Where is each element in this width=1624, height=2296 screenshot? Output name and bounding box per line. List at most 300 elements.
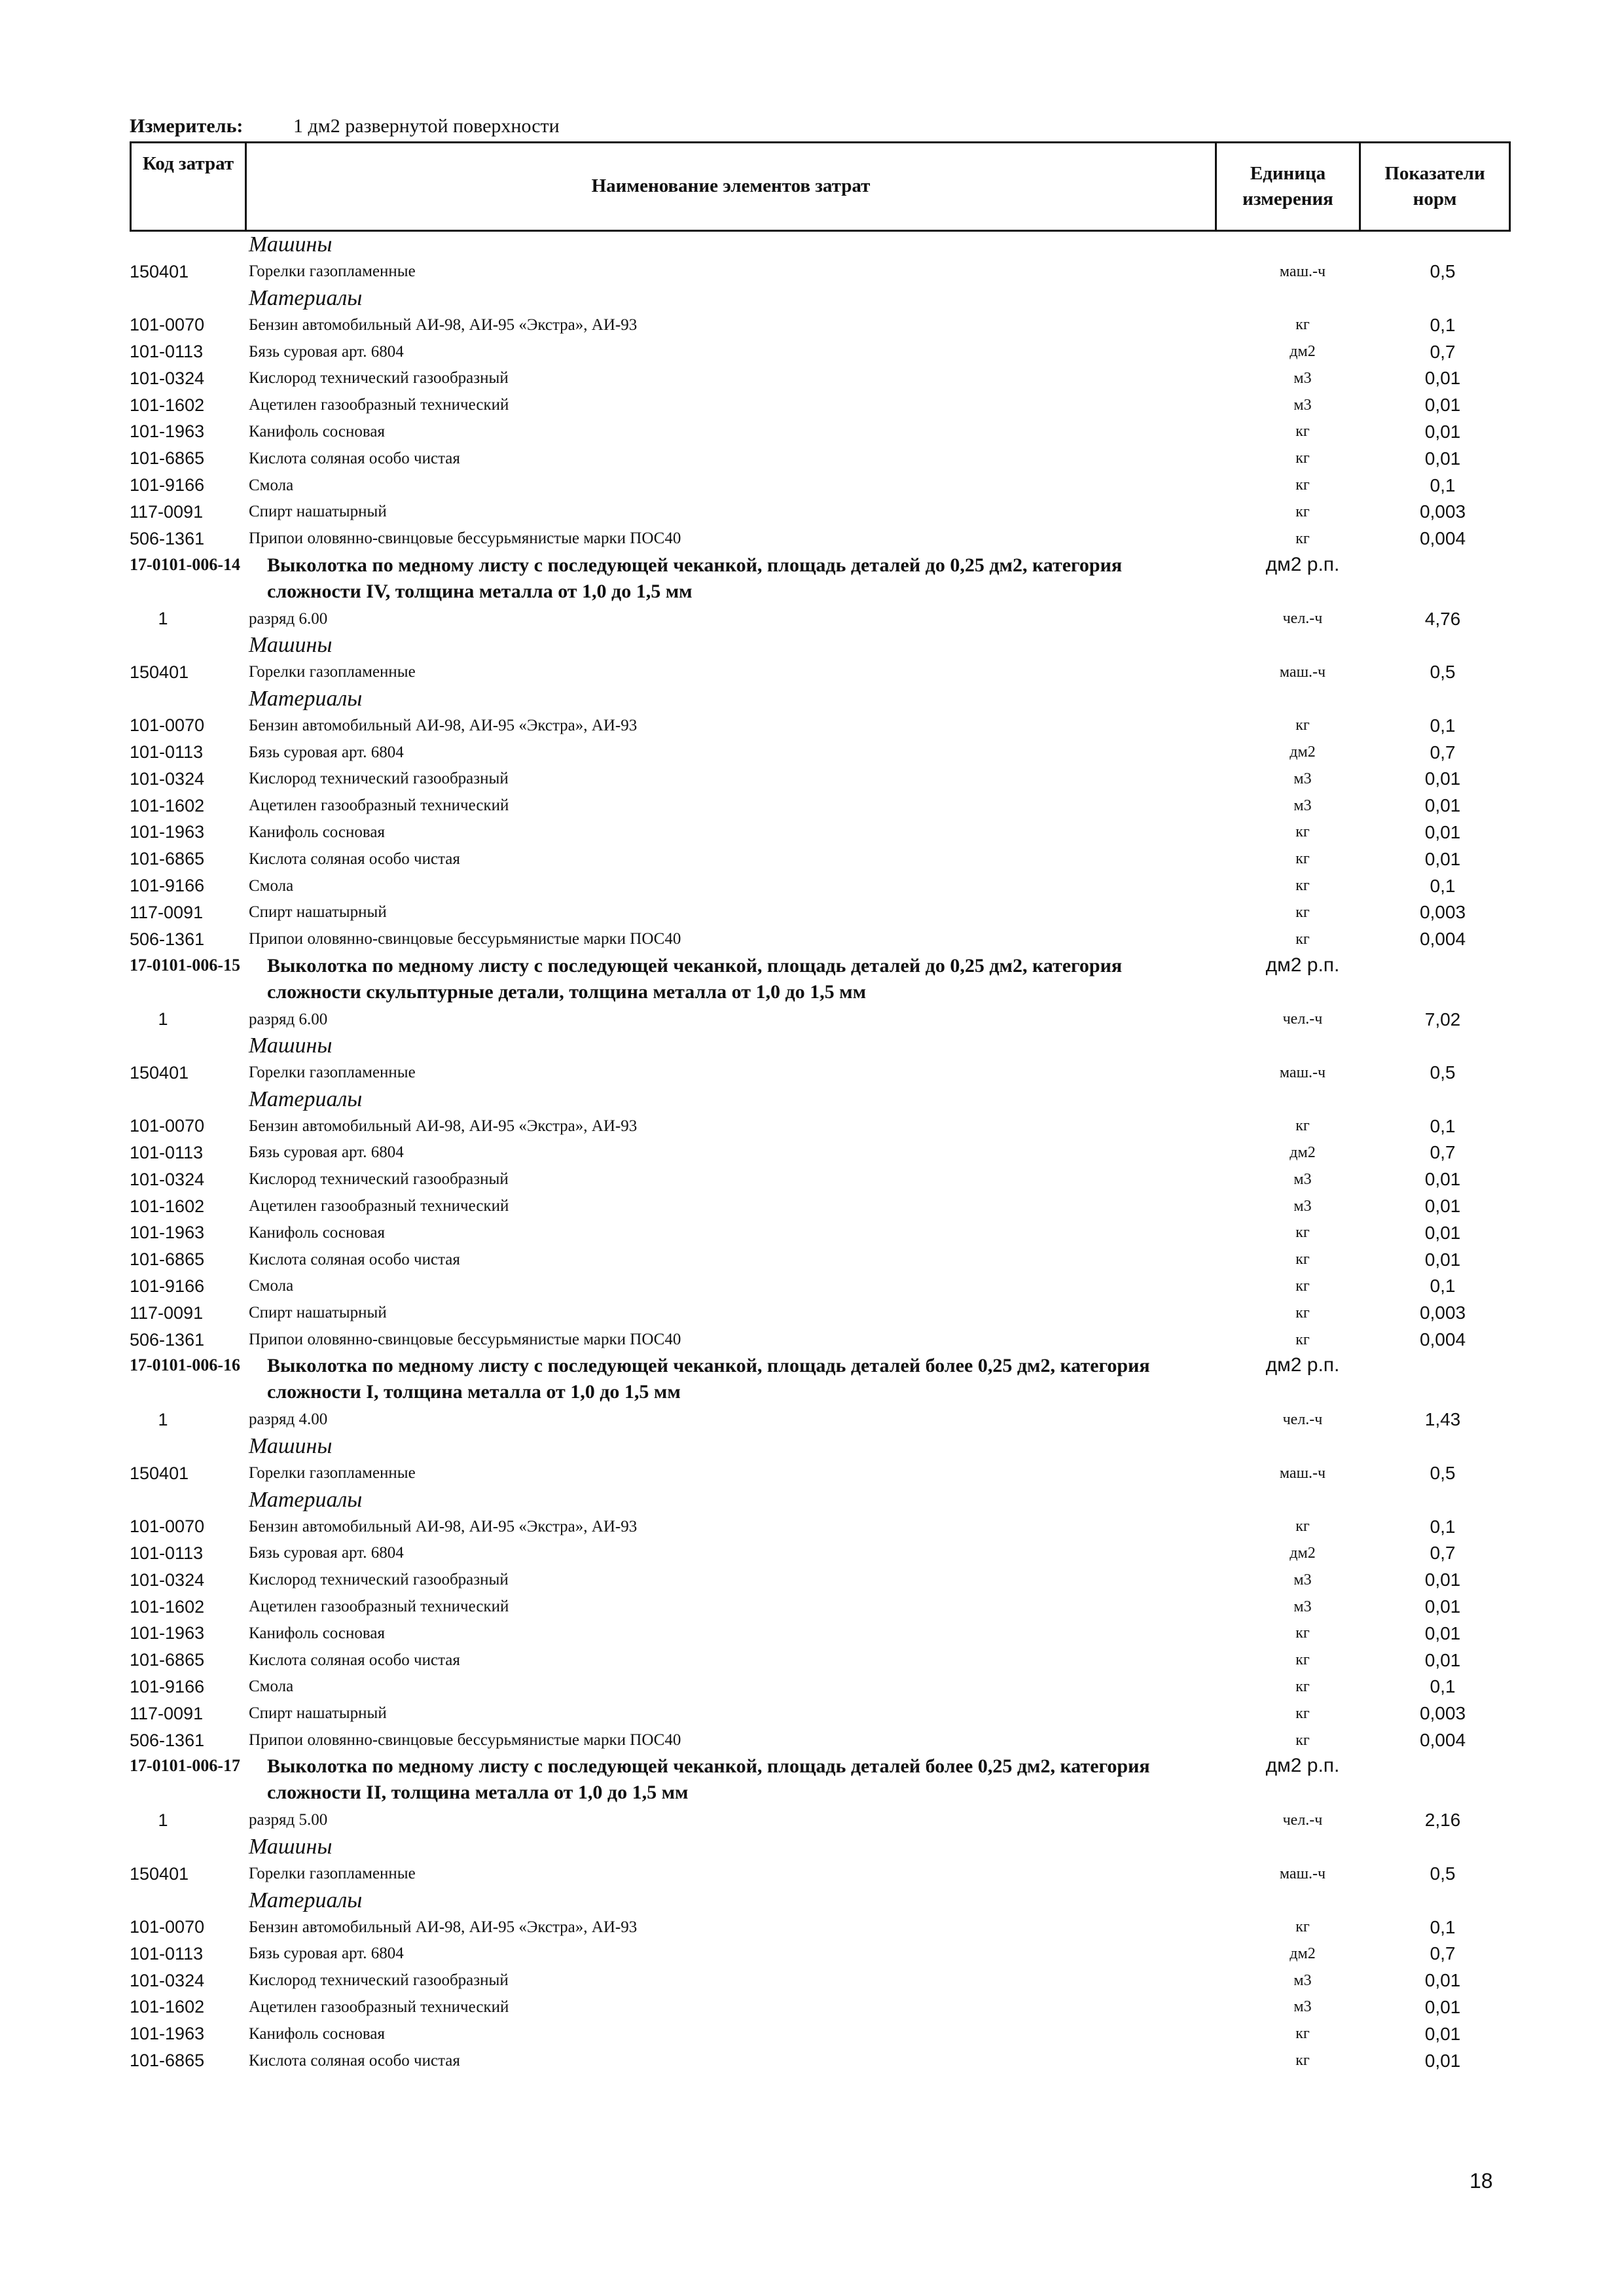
row-code: 101-6865 (130, 1249, 205, 1270)
row-code: 506-1361 (130, 1730, 205, 1750)
row-unit: м3 (1293, 1197, 1312, 1215)
row-unit: маш.-ч (1279, 663, 1326, 681)
row-name: разряд 4.00 (249, 1410, 328, 1429)
row-name: Канифоль сосновая (249, 823, 385, 841)
table-row (130, 1914, 1511, 1941)
row-code: 506-1361 (130, 1329, 205, 1350)
row-code: 1 (158, 609, 168, 629)
table-row (130, 1594, 1511, 1621)
row-norm: 0,004 (1419, 528, 1466, 549)
row-norm: 0,003 (1419, 1302, 1466, 1323)
row-name: разряд 6.00 (249, 1010, 328, 1028)
row-unit: маш.-ч (1279, 1865, 1326, 1882)
row-norm: 0,01 (1424, 395, 1461, 416)
header-code: Код затрат (132, 143, 247, 230)
row-code: 101-9166 (130, 1276, 205, 1296)
row-code: 117-0091 (130, 1703, 204, 1723)
row-name: Горелки газопламенные (249, 1064, 416, 1082)
row-name: Горелки газопламенные (249, 1865, 416, 1882)
row-name: Материалы (249, 686, 363, 711)
row-name: Выколотка по медному листу с последующей чеканкой, площадь деталей до 0,25 дм2, категория сложности скульптурные детали, толщина металла от 1,0 до 1,5 мм (267, 954, 1123, 1003)
row-unit: м3 (1293, 1971, 1312, 1989)
row-name: Смола (249, 476, 294, 494)
row-code: 101-0070 (130, 1516, 205, 1537)
row-norm: 0,003 (1419, 902, 1466, 923)
table-row (130, 392, 1511, 419)
row-unit: дм2 (1290, 1945, 1316, 1962)
table-row (130, 712, 1511, 739)
row-norm: 0,01 (1424, 795, 1461, 816)
row-unit: кг (1295, 850, 1310, 868)
header-norm: Показатели норм (1384, 162, 1485, 209)
row-name: Машины (249, 633, 333, 658)
table-row (130, 365, 1511, 392)
row-name: Горелки газопламенные (249, 1464, 416, 1482)
table-row (130, 1620, 1511, 1647)
row-name: Ацетилен газообразный технический (249, 1197, 509, 1215)
row-norm: 1,43 (1424, 1409, 1461, 1430)
row-code: 17-0101-006-17 (130, 1756, 240, 1776)
cost-table-body (130, 232, 1511, 2074)
row-code: 101-6865 (130, 448, 205, 469)
table-row (130, 1273, 1511, 1300)
row-norm: 0,01 (1424, 2050, 1461, 2071)
row-code: 117-0091 (130, 501, 204, 522)
table-row (130, 1246, 1511, 1273)
measure-unit-value: 1 дм2 развернутой поверхности (293, 115, 560, 137)
row-norm: 0,5 (1430, 1463, 1456, 1484)
row-name: Ацетилен газообразный технический (249, 396, 509, 414)
row-unit: кг (1295, 1277, 1310, 1295)
row-code: 101-1963 (130, 1223, 205, 1243)
row-name: Бензин автомобильный АИ-98, АИ-95 «Экстра», АИ-93 (249, 315, 638, 334)
row-norm: 0,1 (1430, 314, 1456, 335)
row-code: 17-0101-006-14 (130, 554, 240, 574)
table-row (130, 1513, 1511, 1540)
row-unit: кг (1295, 2052, 1310, 2070)
row-name: Спирт нашатырный (249, 1704, 387, 1723)
row-name: Бязь суровая арт. 6804 (249, 743, 404, 761)
table-row (130, 1300, 1511, 1327)
row-unit: чел.-ч (1282, 610, 1323, 628)
row-code: 101-6865 (130, 1650, 205, 1670)
row-norm: 0,004 (1419, 1329, 1466, 1350)
row-unit: кг (1295, 529, 1310, 547)
row-unit: кг (1295, 423, 1310, 440)
row-norm: 0,01 (1424, 368, 1461, 389)
row-code: 150401 (130, 1062, 189, 1083)
row-code: 101-0070 (130, 715, 205, 736)
row-norm: 2,16 (1424, 1810, 1461, 1831)
row-unit: маш.-ч (1279, 1064, 1326, 1081)
section-row (130, 1486, 1511, 1513)
row-norm: 0,5 (1430, 662, 1456, 683)
row-norm: 0,01 (1424, 1996, 1461, 2017)
row-code: 101-0324 (130, 1970, 205, 1990)
row-unit: кг (1295, 316, 1310, 334)
row-norm: 0,01 (1424, 768, 1461, 789)
row-unit: кг (1295, 1117, 1310, 1135)
row-unit: кг (1295, 1224, 1310, 1242)
table-row (130, 659, 1511, 686)
table-row (130, 872, 1511, 899)
row-name: Машины (249, 1033, 333, 1058)
row-norm: 0,1 (1430, 475, 1456, 495)
table-row (130, 1113, 1511, 1139)
row-norm: 0,01 (1424, 421, 1461, 442)
row-name: Машины (249, 232, 333, 257)
row-unit: дм2 р.п. (1265, 553, 1340, 575)
row-norm: 0,1 (1430, 1276, 1456, 1297)
row-code: 117-0091 (130, 902, 204, 922)
section-row (130, 1834, 1511, 1861)
row-name: Бязь суровая арт. 6804 (249, 342, 404, 361)
section-row (130, 686, 1511, 713)
row-norm: 0,003 (1419, 501, 1466, 522)
row-unit: м3 (1293, 797, 1312, 814)
row-unit: чел.-ч (1282, 1811, 1323, 1829)
table-row (130, 846, 1511, 872)
row-code: 101-6865 (130, 849, 205, 869)
row-code: 101-0324 (130, 368, 205, 388)
table-row (130, 739, 1511, 766)
row-code: 101-0113 (130, 1543, 204, 1563)
row-code: 1 (158, 1009, 168, 1029)
row-unit: дм2 р.п. (1265, 1354, 1340, 1376)
row-name: Припои оловянно-свинцовые бессурьмянистые марки ПОС40 (249, 1331, 681, 1349)
row-code: 17-0101-006-16 (130, 1355, 240, 1375)
row-unit: кг (1295, 1331, 1310, 1348)
row-norm: 0,004 (1419, 1730, 1466, 1751)
table-row (130, 1540, 1511, 1567)
table-row (130, 819, 1511, 846)
row-unit: кг (1295, 1304, 1310, 1321)
measure-unit-line (130, 115, 1511, 141)
norm-heading-row (130, 552, 1511, 606)
row-name: Кислота соляная особо чистая (249, 1250, 460, 1268)
row-name: Горелки газопламенные (249, 262, 416, 281)
row-norm: 0,01 (1424, 1196, 1461, 1217)
table-row (130, 1219, 1511, 1246)
row-unit: кг (1295, 930, 1310, 948)
row-norm: 0,01 (1424, 1970, 1461, 1991)
row-unit: кг (1295, 717, 1310, 734)
table-row (130, 259, 1511, 285)
row-name: Смола (249, 876, 294, 895)
row-name: Канифоль сосновая (249, 1223, 385, 1242)
section-row (130, 1086, 1511, 1113)
row-unit: м3 (1293, 770, 1312, 787)
row-name: Канифоль сосновая (249, 1624, 385, 1642)
labor-row (130, 1407, 1511, 1433)
row-norm: 0,5 (1430, 261, 1456, 282)
labor-row (130, 1006, 1511, 1033)
row-unit: м3 (1293, 396, 1312, 414)
row-norm: 7,02 (1424, 1009, 1461, 1030)
row-name: Бензин автомобильный АИ-98, АИ-95 «Экстра», АИ-93 (249, 1117, 638, 1135)
table-row (130, 1674, 1511, 1700)
row-norm: 0,01 (1424, 2023, 1461, 2044)
row-code: 117-0091 (130, 1302, 204, 1323)
row-norm: 0,01 (1424, 1623, 1461, 1643)
table-row (130, 1193, 1511, 1220)
row-code: 150401 (130, 662, 189, 682)
section-row (130, 632, 1511, 659)
row-norm: 0,01 (1424, 1570, 1461, 1590)
row-norm: 0,1 (1430, 1916, 1456, 1937)
row-unit: кг (1295, 503, 1310, 520)
table-row (130, 2047, 1511, 2074)
row-code: 1 (158, 1810, 168, 1830)
row-code: 101-1963 (130, 422, 205, 442)
measure-unit-label: Измеритель: (130, 115, 244, 137)
row-code: 150401 (130, 1463, 189, 1483)
row-name: Припои оловянно-свинцовые бессурьмянистые марки ПОС40 (249, 1731, 681, 1749)
table-row (130, 499, 1511, 526)
table-row (130, 526, 1511, 552)
row-code: 506-1361 (130, 528, 205, 548)
row-unit: дм2 (1290, 1143, 1316, 1161)
page-number: 18 (1470, 2169, 1493, 2193)
table-row (130, 926, 1511, 953)
row-unit: м3 (1293, 1998, 1312, 2016)
row-code: 101-0113 (130, 1943, 204, 1964)
row-unit: кг (1295, 2025, 1310, 2043)
row-code: 101-1963 (130, 1623, 205, 1643)
row-code: 101-1963 (130, 822, 205, 842)
row-name: разряд 6.00 (249, 609, 328, 628)
table-row (130, 1327, 1511, 1354)
norm-heading-row (130, 1753, 1511, 1807)
row-norm: 0,01 (1424, 1222, 1461, 1243)
table-row (130, 793, 1511, 819)
row-norm: 4,76 (1424, 608, 1461, 629)
row-norm: 0,1 (1430, 1115, 1456, 1136)
row-norm: 0,7 (1430, 341, 1456, 362)
row-name: Бязь суровая арт. 6804 (249, 1945, 404, 1963)
table-row (130, 1166, 1511, 1193)
row-unit: кг (1295, 823, 1310, 841)
row-code: 101-0324 (130, 768, 205, 789)
row-name: Кислород технический газообразный (249, 1571, 509, 1589)
table-row (130, 1060, 1511, 1086)
row-name: Кислород технический газообразный (249, 1971, 509, 1990)
row-name: Машины (249, 1434, 333, 1459)
row-norm: 0,01 (1424, 1596, 1461, 1617)
row-unit: м3 (1293, 1598, 1312, 1615)
row-norm: 0,01 (1424, 1249, 1461, 1270)
table-row (130, 1567, 1511, 1594)
row-unit: кг (1295, 1518, 1310, 1535)
row-name: Кислород технический газообразный (249, 1170, 509, 1189)
row-norm: 0,1 (1430, 875, 1456, 896)
row-code: 150401 (130, 261, 189, 281)
table-row (130, 899, 1511, 926)
row-code: 101-0324 (130, 1169, 205, 1189)
row-unit: чел.-ч (1282, 1410, 1323, 1428)
row-unit: кг (1295, 1677, 1310, 1695)
row-code: 101-0113 (130, 1142, 204, 1162)
row-code: 101-1602 (130, 1596, 205, 1617)
row-name: Кислород технический газообразный (249, 369, 509, 387)
section-row (130, 1433, 1511, 1460)
row-unit: кг (1295, 1651, 1310, 1669)
row-norm: 0,01 (1424, 821, 1461, 842)
row-norm: 0,004 (1419, 929, 1466, 950)
row-name: Спирт нашатырный (249, 1304, 387, 1322)
row-norm: 0,7 (1430, 1943, 1456, 1964)
row-unit: кг (1295, 877, 1310, 895)
row-unit: кг (1295, 1251, 1310, 1268)
row-norm: 0,7 (1430, 742, 1456, 762)
section-row (130, 1887, 1511, 1914)
row-name: Ацетилен газообразный технический (249, 1998, 509, 2016)
row-unit: кг (1295, 476, 1310, 494)
row-norm: 0,1 (1430, 1676, 1456, 1697)
row-name: Материалы (249, 1086, 363, 1111)
row-norm: 0,7 (1430, 1543, 1456, 1564)
table-row (130, 1139, 1511, 1166)
row-code: 101-0113 (130, 342, 204, 362)
row-unit: маш.-ч (1279, 1464, 1326, 1482)
row-name: Выколотка по медному листу с последующей чеканкой, площадь деталей до 0,25 дм2, категория сложности IV, толщина металла от 1,0 до 1,5 мм (267, 554, 1123, 602)
row-code: 101-0070 (130, 1917, 205, 1937)
row-unit: кг (1295, 1704, 1310, 1722)
row-name: Бензин автомобильный АИ-98, АИ-95 «Экстра», АИ-93 (249, 1918, 638, 1936)
row-unit: кг (1295, 903, 1310, 921)
row-norm: 0,1 (1430, 715, 1456, 736)
row-name: Кислота соляная особо чистая (249, 850, 460, 868)
table-row (130, 766, 1511, 793)
row-unit: дм2 (1290, 1544, 1316, 1562)
row-name: Материалы (249, 285, 363, 310)
row-norm: 0,1 (1430, 1516, 1456, 1537)
table-row (130, 1994, 1511, 2021)
row-norm: 0,5 (1430, 1863, 1456, 1884)
norm-heading-row (130, 1353, 1511, 1407)
row-code: 101-1963 (130, 2024, 205, 2044)
row-code: 101-0324 (130, 1570, 205, 1590)
row-norm: 0,5 (1430, 1062, 1456, 1083)
row-code: 101-9166 (130, 1676, 205, 1696)
table-row (130, 338, 1511, 365)
row-unit: дм2 (1290, 343, 1316, 361)
header-unit: Единица измерения (1217, 143, 1361, 230)
row-code: 1 (158, 1409, 168, 1429)
row-code: 101-0070 (130, 1116, 205, 1136)
row-unit: м3 (1293, 1571, 1312, 1588)
row-name: Выколотка по медному листу с последующей чеканкой, площадь деталей более 0,25 дм2, категория сложности II, толщина металла от 1,0 до 1,5 мм (267, 1755, 1150, 1804)
row-code: 101-0070 (130, 315, 205, 335)
document-page (130, 115, 1511, 2074)
row-unit: чел.-ч (1282, 1011, 1323, 1028)
row-name: Кислота соляная особо чистая (249, 449, 460, 467)
labor-row (130, 605, 1511, 632)
row-norm: 0,01 (1424, 848, 1461, 869)
row-code: 101-1602 (130, 1196, 205, 1216)
row-norm: 0,01 (1424, 1649, 1461, 1670)
row-name: Кислород технический газообразный (249, 770, 509, 788)
norm-heading-row (130, 953, 1511, 1007)
row-name: разряд 5.00 (249, 1811, 328, 1829)
row-name: Смола (249, 1277, 294, 1295)
row-name: Канифоль сосновая (249, 422, 385, 440)
row-name: Ацетилен газообразный технический (249, 797, 509, 815)
row-name: Кислота соляная особо чистая (249, 2051, 460, 2070)
row-name: Смола (249, 1677, 294, 1696)
row-name: Бензин автомобильный АИ-98, АИ-95 «Экстра», АИ-93 (249, 1517, 638, 1535)
row-code: 17-0101-006-15 (130, 955, 240, 975)
table-row (130, 2020, 1511, 2047)
row-name: Машины (249, 1835, 333, 1859)
row-name: Материалы (249, 1888, 363, 1912)
row-unit: м3 (1293, 369, 1312, 387)
row-code: 101-0113 (130, 742, 204, 762)
row-name: Горелки газопламенные (249, 663, 416, 681)
row-norm: 0,01 (1424, 448, 1461, 469)
row-code: 101-6865 (130, 2051, 205, 2071)
row-code: 150401 (130, 1863, 189, 1884)
row-code: 101-9166 (130, 876, 205, 896)
row-name: Бензин автомобильный АИ-98, АИ-95 «Экстра», АИ-93 (249, 716, 638, 734)
row-code: 101-1602 (130, 795, 205, 816)
row-unit: кг (1295, 1731, 1310, 1749)
table-row (130, 312, 1511, 338)
table-row (130, 419, 1511, 446)
row-name: Бязь суровая арт. 6804 (249, 1143, 404, 1162)
row-name: Припои оловянно-свинцовые бессурьмянистые марки ПОС40 (249, 529, 681, 548)
table-header (130, 141, 1511, 232)
section-row (130, 285, 1511, 312)
table-row (130, 1861, 1511, 1888)
row-unit: маш.-ч (1279, 262, 1326, 280)
row-norm: 0,7 (1430, 1142, 1456, 1163)
row-code: 101-1602 (130, 1997, 205, 2017)
row-name: Канифоль сосновая (249, 2024, 385, 2043)
row-name: Спирт нашатырный (249, 903, 387, 922)
row-code: 101-1602 (130, 395, 205, 415)
row-unit: кг (1295, 450, 1310, 467)
table-row (130, 445, 1511, 472)
row-code: 101-9166 (130, 475, 205, 495)
row-name: Бязь суровая арт. 6804 (249, 1544, 404, 1562)
row-name: Материалы (249, 1487, 363, 1512)
header-name: Наименование элементов затрат (247, 143, 1217, 230)
row-unit: кг (1295, 1918, 1310, 1936)
table-row (130, 1647, 1511, 1674)
table-row (130, 1460, 1511, 1487)
row-unit: дм2 р.п. (1265, 954, 1340, 976)
row-unit: кг (1295, 1624, 1310, 1642)
row-name: Кислота соляная особо чистая (249, 1651, 460, 1669)
row-name: Припои оловянно-свинцовые бессурьмянистые марки ПОС40 (249, 930, 681, 948)
row-name: Ацетилен газообразный технический (249, 1598, 509, 1616)
row-name: Выколотка по медному листу с последующей чеканкой, площадь деталей более 0,25 дм2, категория сложности I, толщина металла от 1,0 до 1,5 мм (267, 1355, 1150, 1403)
table-row (130, 1727, 1511, 1754)
table-row (130, 1700, 1511, 1727)
row-norm: 0,003 (1419, 1703, 1466, 1724)
section-row (130, 1033, 1511, 1060)
section-row (130, 232, 1511, 259)
labor-row (130, 1807, 1511, 1834)
table-row (130, 1941, 1511, 1967)
table-row (130, 1967, 1511, 1994)
row-unit: дм2 (1290, 744, 1316, 761)
row-unit: дм2 р.п. (1265, 1755, 1340, 1777)
row-norm: 0,01 (1424, 1169, 1461, 1190)
table-row (130, 472, 1511, 499)
row-name: Спирт нашатырный (249, 503, 387, 521)
